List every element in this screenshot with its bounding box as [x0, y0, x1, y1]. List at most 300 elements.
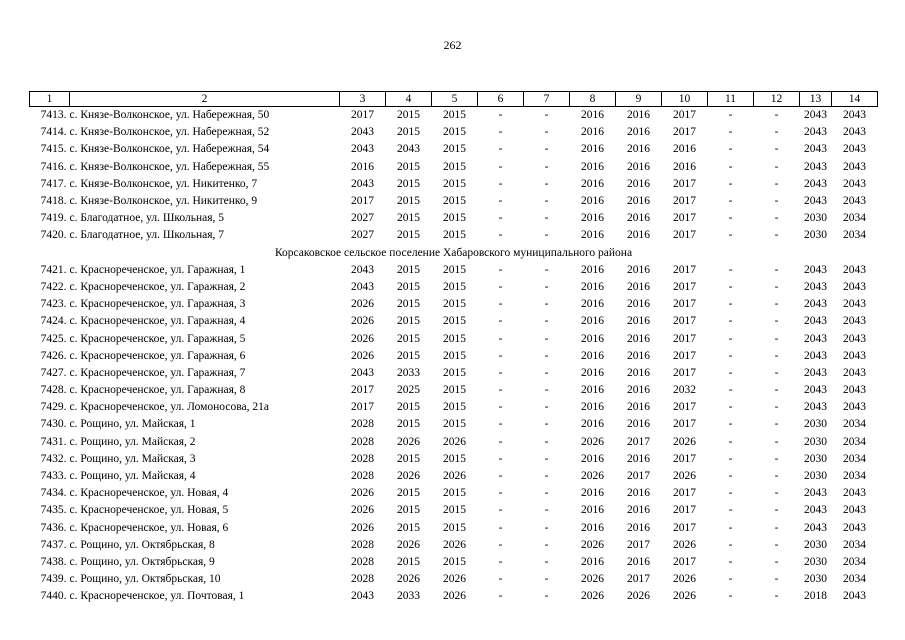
- table-row: [30, 382, 878, 399]
- row-value: -: [544, 126, 549, 139]
- row-value: -: [728, 470, 733, 483]
- row-value: 2017: [627, 435, 650, 448]
- row-number: 7430.: [40, 418, 67, 431]
- row-value: 2015: [397, 160, 420, 173]
- row-value: 2016: [581, 280, 604, 293]
- table-row: [30, 262, 878, 279]
- row-value: -: [728, 332, 733, 345]
- row-value: 2015: [443, 401, 466, 414]
- row-number: 7434.: [40, 487, 67, 500]
- row-value: -: [544, 487, 549, 500]
- column-header: 12: [754, 92, 800, 107]
- row-value: 2026: [351, 349, 374, 362]
- row-value: -: [498, 401, 503, 414]
- row-value: 2017: [673, 418, 696, 431]
- row-value: 2043: [843, 298, 866, 311]
- row-value: 2028: [351, 418, 374, 431]
- row-value: 2043: [804, 177, 827, 190]
- row-value: 2026: [351, 504, 374, 517]
- row-value: -: [498, 452, 503, 465]
- row-value: 2043: [843, 195, 866, 208]
- row-value: 2043: [804, 384, 827, 397]
- row-value: 2016: [581, 401, 604, 414]
- row-value: 2043: [804, 332, 827, 345]
- row-address: с. Князе-Волконское, ул. Набережная, 52: [69, 126, 270, 139]
- row-value: 2016: [673, 160, 696, 173]
- row-value: -: [774, 521, 779, 534]
- table-row: [30, 107, 878, 125]
- row-value: 2043: [804, 298, 827, 311]
- row-value: 2016: [581, 315, 604, 328]
- row-value: 2026: [351, 332, 374, 345]
- row-value: 2043: [843, 126, 866, 139]
- row-value: 2025: [397, 384, 420, 397]
- row-value: 2043: [804, 521, 827, 534]
- row-address: с. Краснореченское, ул. Гаражная, 6: [69, 349, 246, 362]
- row-value: -: [498, 470, 503, 483]
- row-value: -: [544, 143, 549, 156]
- row-value: -: [498, 143, 503, 156]
- row-value: 2015: [443, 280, 466, 293]
- row-value: 2017: [627, 470, 650, 483]
- row-value: -: [498, 177, 503, 190]
- table-row: [30, 554, 878, 571]
- row-value: -: [728, 573, 733, 586]
- row-value: 2016: [581, 384, 604, 397]
- row-value: 2043: [804, 263, 827, 276]
- row-address: с. Рощино, ул. Октябрьская, 9: [69, 555, 215, 568]
- row-value: 2028: [351, 538, 374, 551]
- row-address: с. Краснореченское, ул. Гаражная, 5: [69, 332, 246, 345]
- row-value: 2015: [397, 212, 420, 225]
- row-value: 2030: [804, 212, 827, 225]
- row-value: 2015: [397, 229, 420, 242]
- row-address: с. Князе-Волконское, ул. Никитенко, 7: [69, 177, 258, 190]
- row-value: 2017: [673, 263, 696, 276]
- row-value: 2034: [843, 212, 866, 225]
- row-number: 7418.: [40, 195, 67, 208]
- row-value: 2017: [673, 401, 696, 414]
- row-value: -: [728, 521, 733, 534]
- row-value: 2016: [581, 109, 604, 122]
- row-value: 2017: [673, 487, 696, 500]
- table-row: [30, 159, 878, 176]
- row-value: 2026: [351, 487, 374, 500]
- table-row: [30, 485, 878, 502]
- row-value: 2030: [804, 470, 827, 483]
- row-value: 2015: [397, 298, 420, 311]
- row-value: 2043: [843, 504, 866, 517]
- row-address: с. Краснореченское, ул. Ломоносова, 21а: [69, 401, 269, 414]
- row-value: 2043: [351, 126, 374, 139]
- row-value: -: [774, 555, 779, 568]
- row-value: 2026: [581, 573, 604, 586]
- table-row: [30, 348, 878, 365]
- row-value: 2043: [804, 487, 827, 500]
- row-value: -: [498, 504, 503, 517]
- row-address: с. Рощино, ул. Майская, 2: [69, 435, 196, 448]
- row-value: 2015: [443, 195, 466, 208]
- row-value: -: [544, 504, 549, 517]
- row-value: 2016: [627, 109, 650, 122]
- row-value: 2016: [627, 521, 650, 534]
- row-value: 2016: [581, 487, 604, 500]
- table-row: [30, 176, 878, 193]
- row-value: 2028: [351, 435, 374, 448]
- row-value: 2026: [443, 470, 466, 483]
- row-number: 7431.: [40, 435, 67, 448]
- row-value: -: [544, 349, 549, 362]
- column-header: 2: [70, 92, 340, 107]
- table-row: [30, 434, 878, 451]
- row-value: 2034: [843, 538, 866, 551]
- column-header: 8: [570, 92, 616, 107]
- row-value: -: [774, 298, 779, 311]
- row-value: 2016: [627, 160, 650, 173]
- row-value: 2043: [804, 280, 827, 293]
- row-value: -: [728, 435, 733, 448]
- table-row: [30, 141, 878, 158]
- row-value: -: [544, 160, 549, 173]
- row-value: 2015: [443, 555, 466, 568]
- row-number: 7436.: [40, 521, 67, 534]
- row-value: 2015: [443, 418, 466, 431]
- row-value: 2034: [843, 470, 866, 483]
- row-value: 2016: [581, 418, 604, 431]
- row-value: 2016: [581, 160, 604, 173]
- row-number: 7422.: [40, 280, 67, 293]
- row-value: 2043: [843, 143, 866, 156]
- row-value: 2016: [581, 521, 604, 534]
- row-value: 2043: [804, 195, 827, 208]
- row-value: -: [498, 280, 503, 293]
- row-value: 2015: [397, 504, 420, 517]
- row-value: 2043: [804, 401, 827, 414]
- row-value: 2017: [673, 555, 696, 568]
- row-value: 2015: [397, 332, 420, 345]
- row-address: с. Краснореченское, ул. Гаражная, 1: [69, 263, 246, 276]
- row-address: с. Краснореченское, ул. Гаражная, 8: [69, 384, 246, 397]
- row-value: 2015: [397, 452, 420, 465]
- row-value: 2016: [581, 126, 604, 139]
- row-value: 2034: [843, 418, 866, 431]
- row-value: 2016: [673, 143, 696, 156]
- row-value: 2015: [397, 195, 420, 208]
- row-value: 2015: [443, 160, 466, 173]
- column-header: 1: [30, 92, 70, 107]
- row-value: 2026: [673, 538, 696, 551]
- row-value: 2043: [351, 143, 374, 156]
- row-number: 7423.: [40, 298, 67, 311]
- column-header: 9: [616, 92, 662, 107]
- row-value: -: [774, 538, 779, 551]
- row-address: с. Князе-Волконское, ул. Набережная, 54: [69, 143, 270, 156]
- row-value: 2026: [673, 470, 696, 483]
- row-value: -: [728, 315, 733, 328]
- table-row: [30, 468, 878, 485]
- row-value: -: [544, 538, 549, 551]
- row-value: 2043: [843, 280, 866, 293]
- row-value: -: [544, 435, 549, 448]
- row-address: с. Рощино, ул. Октябрьская, 10: [69, 573, 221, 586]
- row-value: 2016: [581, 195, 604, 208]
- row-value: -: [728, 418, 733, 431]
- row-address: с. Благодатное, ул. Школьная, 5: [69, 212, 225, 225]
- row-value: 2015: [397, 487, 420, 500]
- row-address: с. Краснореченское, ул. Гаражная, 3: [69, 298, 246, 311]
- row-value: 2016: [581, 366, 604, 379]
- table-row: [30, 330, 878, 347]
- table-row: [30, 537, 878, 554]
- row-value: 2026: [351, 298, 374, 311]
- row-value: -: [544, 470, 549, 483]
- row-value: -: [498, 263, 503, 276]
- row-address: с. Князе-Волконское, ул. Набережная, 55: [69, 160, 270, 173]
- row-value: -: [774, 590, 779, 603]
- table-row: [30, 365, 878, 382]
- row-value: 2015: [443, 298, 466, 311]
- table-row: [30, 124, 878, 141]
- row-value: 2017: [673, 109, 696, 122]
- row-value: 2043: [804, 349, 827, 362]
- row-value: 2016: [351, 160, 374, 173]
- row-value: 2026: [397, 538, 420, 551]
- row-value: 2026: [581, 470, 604, 483]
- row-value: 2018: [804, 590, 827, 603]
- page-number: 262: [443, 38, 462, 52]
- row-value: 2026: [443, 573, 466, 586]
- row-value: 2016: [627, 418, 650, 431]
- row-value: 2016: [627, 384, 650, 397]
- row-value: 2030: [804, 229, 827, 242]
- row-value: 2017: [673, 349, 696, 362]
- row-value: 2034: [843, 435, 866, 448]
- row-value: 2043: [843, 590, 866, 603]
- row-value: 2016: [581, 504, 604, 517]
- row-address: с. Краснореченское, ул. Почтовая, 1: [69, 590, 245, 603]
- row-value: -: [774, 332, 779, 345]
- row-value: -: [498, 384, 503, 397]
- row-value: 2015: [443, 366, 466, 379]
- row-value: 2015: [443, 177, 466, 190]
- row-value: 2017: [673, 504, 696, 517]
- row-value: 2026: [443, 538, 466, 551]
- row-value: 2043: [351, 590, 374, 603]
- row-value: 2015: [443, 384, 466, 397]
- row-value: 2015: [443, 521, 466, 534]
- row-value: 2015: [443, 504, 466, 517]
- row-value: 2043: [804, 315, 827, 328]
- row-value: -: [544, 401, 549, 414]
- row-value: 2028: [351, 555, 374, 568]
- row-value: -: [728, 538, 733, 551]
- row-value: 2016: [627, 452, 650, 465]
- table-row: [30, 296, 878, 313]
- row-value: -: [498, 418, 503, 431]
- row-number: 7419.: [40, 212, 67, 225]
- row-address: с. Князе-Волконское, ул. Набережная, 50: [69, 109, 270, 122]
- row-value: -: [728, 195, 733, 208]
- row-value: 2026: [443, 435, 466, 448]
- row-value: -: [728, 263, 733, 276]
- row-value: -: [774, 177, 779, 190]
- row-value: 2033: [397, 366, 420, 379]
- row-value: 2043: [351, 280, 374, 293]
- row-value: 2015: [443, 487, 466, 500]
- row-address: с. Краснореченское, ул. Гаражная, 2: [69, 280, 246, 293]
- row-value: 2030: [804, 435, 827, 448]
- row-value: 2043: [843, 384, 866, 397]
- row-address: с. Краснореченское, ул. Гаражная, 7: [69, 366, 246, 379]
- row-value: 2043: [351, 177, 374, 190]
- row-value: 2043: [843, 160, 866, 173]
- row-value: -: [498, 229, 503, 242]
- row-value: 2015: [443, 315, 466, 328]
- row-address: с. Краснореченское, ул. Новая, 5: [69, 504, 229, 517]
- row-value: 2015: [397, 555, 420, 568]
- row-value: 2043: [804, 504, 827, 517]
- row-value: 2016: [627, 143, 650, 156]
- row-number: 7438.: [40, 555, 67, 568]
- row-value: 2028: [351, 452, 374, 465]
- row-value: 2015: [443, 143, 466, 156]
- row-value: -: [498, 435, 503, 448]
- row-value: 2026: [627, 590, 650, 603]
- row-value: 2043: [804, 160, 827, 173]
- row-value: 2016: [581, 229, 604, 242]
- row-value: 2015: [397, 401, 420, 414]
- row-value: 2015: [397, 418, 420, 431]
- row-value: 2017: [673, 177, 696, 190]
- row-value: 2016: [627, 366, 650, 379]
- row-value: -: [728, 590, 733, 603]
- row-value: 2026: [351, 521, 374, 534]
- row-value: -: [774, 573, 779, 586]
- table-row: [30, 502, 878, 519]
- row-value: 2017: [673, 452, 696, 465]
- row-value: -: [544, 298, 549, 311]
- row-value: 2016: [627, 126, 650, 139]
- row-value: -: [774, 160, 779, 173]
- row-value: 2030: [804, 452, 827, 465]
- row-number: 7433.: [40, 470, 67, 483]
- row-value: 2017: [673, 332, 696, 345]
- row-value: 2026: [443, 590, 466, 603]
- row-value: -: [728, 298, 733, 311]
- table-row: [30, 520, 878, 537]
- row-value: 2016: [627, 349, 650, 362]
- row-number: 7420.: [40, 229, 67, 242]
- row-value: -: [498, 590, 503, 603]
- row-value: -: [544, 177, 549, 190]
- row-value: -: [728, 487, 733, 500]
- row-value: -: [774, 143, 779, 156]
- row-value: 2026: [351, 315, 374, 328]
- row-number: 7432.: [40, 452, 67, 465]
- row-value: 2027: [351, 229, 374, 242]
- column-header: 7: [524, 92, 570, 107]
- row-value: -: [728, 160, 733, 173]
- row-value: -: [728, 401, 733, 414]
- row-value: -: [728, 212, 733, 225]
- row-value: -: [498, 126, 503, 139]
- row-value: 2043: [397, 143, 420, 156]
- row-value: -: [544, 590, 549, 603]
- row-value: 2016: [627, 229, 650, 242]
- row-value: 2015: [443, 452, 466, 465]
- row-value: 2017: [627, 538, 650, 551]
- row-value: 2016: [581, 332, 604, 345]
- row-address: с. Рощино, ул. Майская, 1: [69, 418, 196, 431]
- row-value: 2017: [673, 229, 696, 242]
- row-address: с. Краснореченское, ул. Новая, 6: [69, 521, 229, 534]
- row-value: -: [728, 229, 733, 242]
- row-value: 2043: [843, 332, 866, 345]
- row-value: 2030: [804, 555, 827, 568]
- row-number: 7428.: [40, 384, 67, 397]
- row-address: с. Рощино, ул. Майская, 3: [69, 452, 196, 465]
- row-number: 7416.: [40, 160, 67, 173]
- row-value: 2026: [397, 573, 420, 586]
- row-value: 2026: [397, 470, 420, 483]
- row-value: 2016: [581, 143, 604, 156]
- row-value: 2015: [443, 109, 466, 122]
- row-number: 7414.: [40, 126, 67, 139]
- row-value: 2015: [397, 349, 420, 362]
- row-value: 2015: [443, 212, 466, 225]
- row-value: -: [544, 384, 549, 397]
- row-value: -: [774, 504, 779, 517]
- row-value: 2026: [673, 435, 696, 448]
- table-row: [30, 451, 878, 468]
- row-number: 7435.: [40, 504, 67, 517]
- row-value: 2043: [843, 366, 866, 379]
- row-value: 2043: [843, 349, 866, 362]
- table-row: [30, 399, 878, 416]
- table-row: [30, 571, 878, 588]
- row-value: -: [774, 384, 779, 397]
- row-value: -: [544, 109, 549, 122]
- row-value: -: [544, 263, 549, 276]
- row-value: -: [728, 177, 733, 190]
- table-row: [30, 227, 878, 244]
- column-header: 14: [832, 92, 878, 107]
- row-value: -: [498, 332, 503, 345]
- row-value: -: [544, 573, 549, 586]
- row-value: 2026: [581, 435, 604, 448]
- row-value: -: [544, 366, 549, 379]
- row-value: -: [544, 452, 549, 465]
- row-value: 2015: [397, 315, 420, 328]
- row-value: 2016: [627, 212, 650, 225]
- row-value: -: [544, 418, 549, 431]
- row-value: -: [498, 212, 503, 225]
- row-value: 2016: [581, 555, 604, 568]
- row-value: -: [728, 384, 733, 397]
- row-value: 2043: [843, 315, 866, 328]
- row-value: 2016: [627, 315, 650, 328]
- column-header: 11: [708, 92, 754, 107]
- row-value: -: [774, 487, 779, 500]
- column-header: 5: [432, 92, 478, 107]
- row-number: 7440.: [40, 590, 67, 603]
- row-value: 2015: [397, 126, 420, 139]
- row-address: с. Рощино, ул. Майская, 4: [69, 470, 196, 483]
- row-value: 2027: [351, 212, 374, 225]
- row-value: 2030: [804, 538, 827, 551]
- row-value: 2032: [673, 384, 696, 397]
- row-value: 2026: [397, 435, 420, 448]
